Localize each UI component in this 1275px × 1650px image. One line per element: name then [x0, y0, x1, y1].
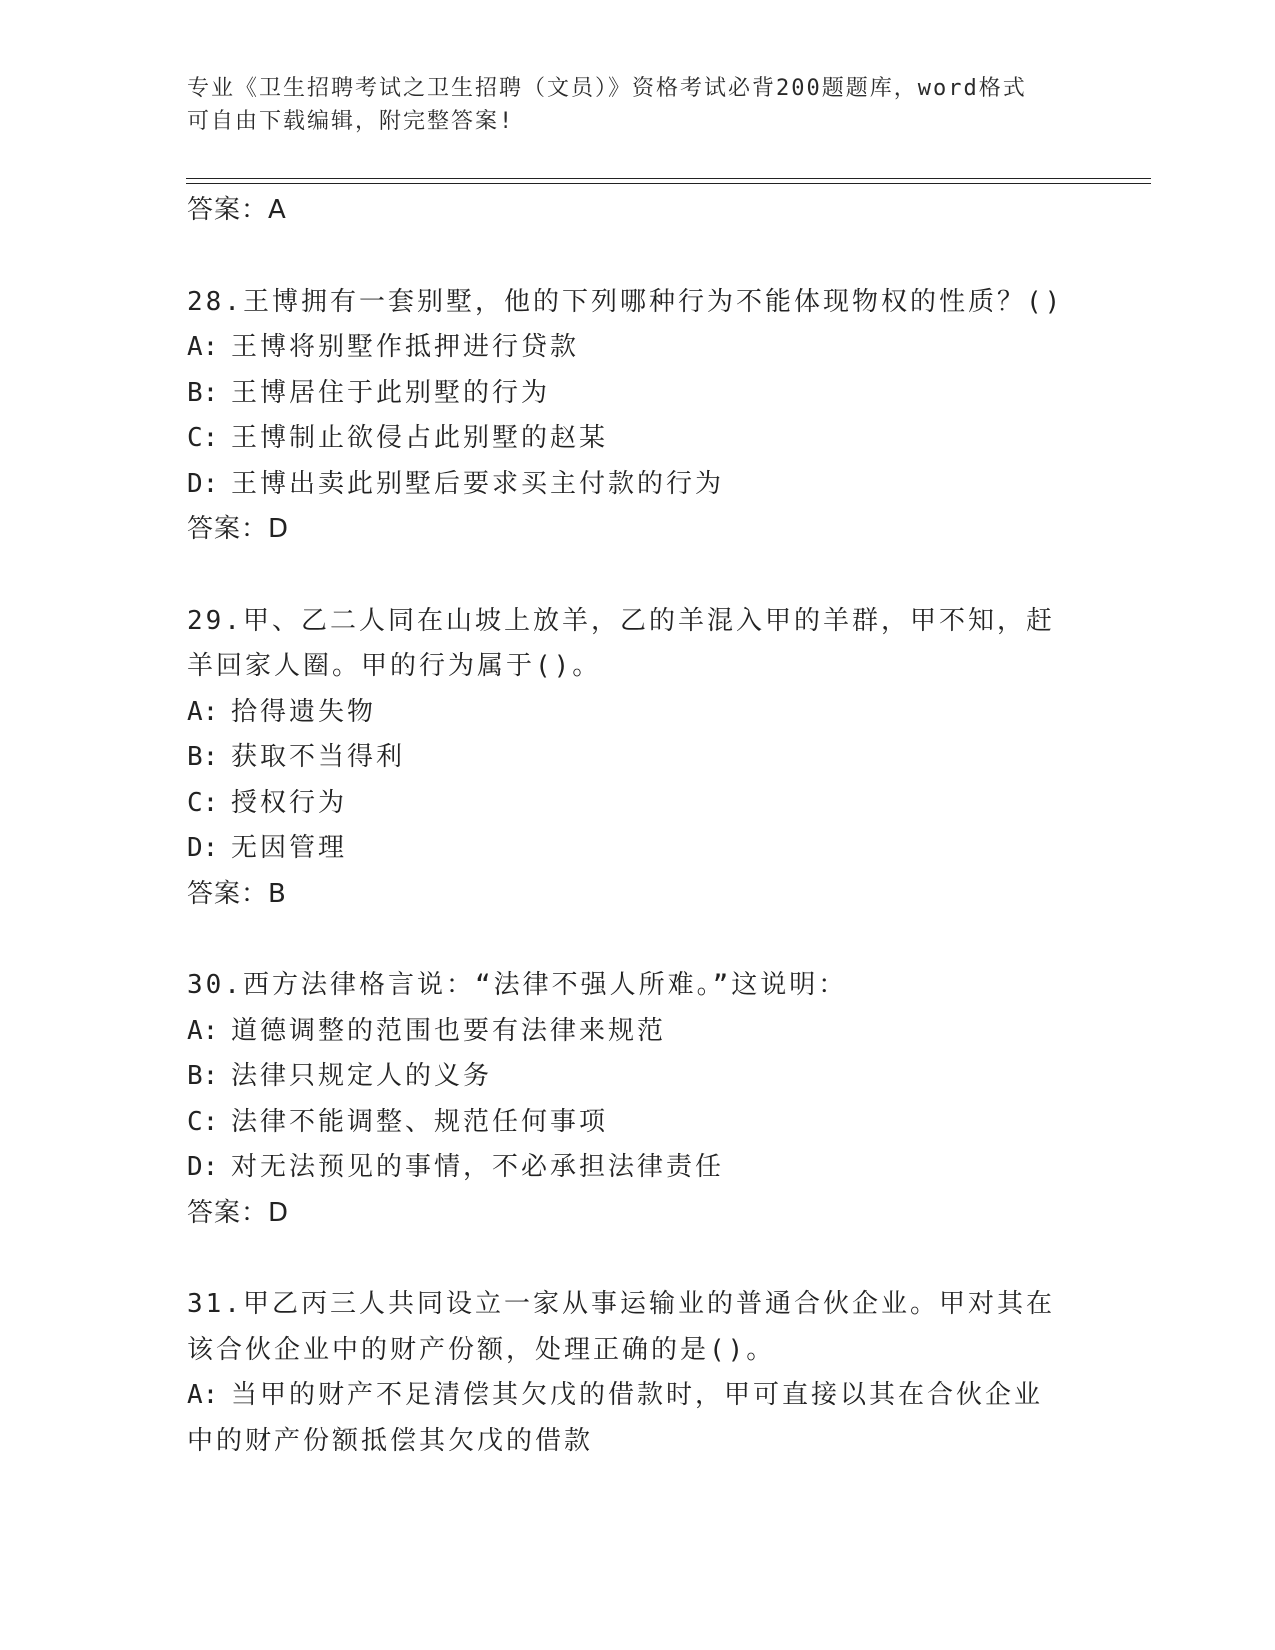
option-text: 王博居住于此别墅的行为 [231, 377, 551, 408]
option-text: 王博出卖此别墅后要求买主付款的行为 [231, 468, 725, 499]
option-text: 法律不能调整、规范任何事项 [231, 1106, 609, 1137]
question-block-29 [187, 599, 1087, 918]
spacer [187, 1236, 1087, 1282]
option-key: D: [187, 1152, 219, 1182]
spacer [187, 553, 1087, 599]
option-text: 对无法预见的事情，不必承担法律责任 [231, 1152, 725, 1182]
question-block-30 [187, 963, 1087, 1236]
option-c [187, 416, 1087, 462]
option-key: C: [187, 423, 219, 453]
option-b [187, 371, 1087, 417]
option-key: B: [187, 742, 219, 772]
option-key: A: [187, 332, 219, 362]
question-text: 31.甲乙丙三人共同设立一家从事运输业的普通合伙企业。甲对其在该合伙企业中的财产份额，处理正确的是()。 [187, 1289, 1055, 1365]
option-b [187, 735, 1087, 781]
question-block-31 [187, 1282, 1087, 1464]
option-key: B: [187, 1061, 219, 1091]
option-text: 授权行为 [231, 787, 348, 818]
answer-line: 答案：D [187, 1197, 290, 1228]
header-line-2: 可自由下载编辑，附完整答案! [187, 109, 515, 134]
option-text: 王博将别墅作抵押进行贷款 [231, 332, 580, 362]
option-text: 获取不当得利 [231, 742, 406, 772]
option-text: 拾得遗失物 [231, 696, 377, 727]
option-c [187, 781, 1087, 827]
option-text: 道德调整的范围也要有法律来规范 [231, 1015, 667, 1046]
option-key: C: [187, 787, 219, 818]
header-line-1: 专业《卫生招聘考试之卫生招聘（文员）》资格考试必背200题题库，word格式 [187, 76, 1027, 101]
option-a [187, 690, 1087, 736]
option-text: 法律只规定人的义务 [231, 1061, 493, 1091]
option-key: A: [187, 1015, 219, 1046]
option-c [187, 1100, 1087, 1146]
option-key: D: [187, 833, 219, 863]
question-block-28 [187, 280, 1087, 553]
spacer [187, 234, 1087, 280]
header-rule-bottom [186, 183, 1151, 184]
header-rule-top [186, 178, 1151, 179]
option-a [187, 1009, 1087, 1055]
option-text: 王博制止欲侵占此别墅的赵某 [231, 423, 609, 453]
option-a [187, 1373, 1067, 1464]
question-text: 28.王博拥有一套别墅，他的下列哪种行为不能体现物权的性质？() [187, 286, 1064, 317]
option-a [187, 325, 1087, 371]
option-key: A: [187, 696, 219, 727]
question-text: 29.甲、乙二人同在山坡上放羊，乙的羊混入甲的羊群，甲不知，赶羊回家人圈。甲的行为属于()。 [187, 605, 1055, 681]
option-key: D: [187, 468, 219, 499]
option-d [187, 1145, 1087, 1191]
option-key: B: [187, 377, 219, 408]
document-body [187, 188, 1087, 1464]
option-text: 无因管理 [231, 833, 348, 863]
option-key: A: [187, 1380, 219, 1410]
option-key: C: [187, 1106, 219, 1137]
document-header [187, 72, 1067, 138]
option-d [187, 826, 1087, 872]
previous-answer: 答案：A [187, 195, 287, 225]
answer-line: 答案：D [187, 514, 290, 544]
option-text: 当甲的财产不足清偿其欠戊的借款时，甲可直接以其在合伙企业中的财产份额抵偿其欠戊的借款 [187, 1380, 1044, 1456]
answer-line: 答案：B [187, 878, 287, 909]
option-d [187, 462, 1087, 508]
question-text: 30.西方法律格言说：“法律不强人所难。”这说明： [187, 970, 848, 1000]
option-b [187, 1054, 1087, 1100]
spacer [187, 917, 1087, 963]
